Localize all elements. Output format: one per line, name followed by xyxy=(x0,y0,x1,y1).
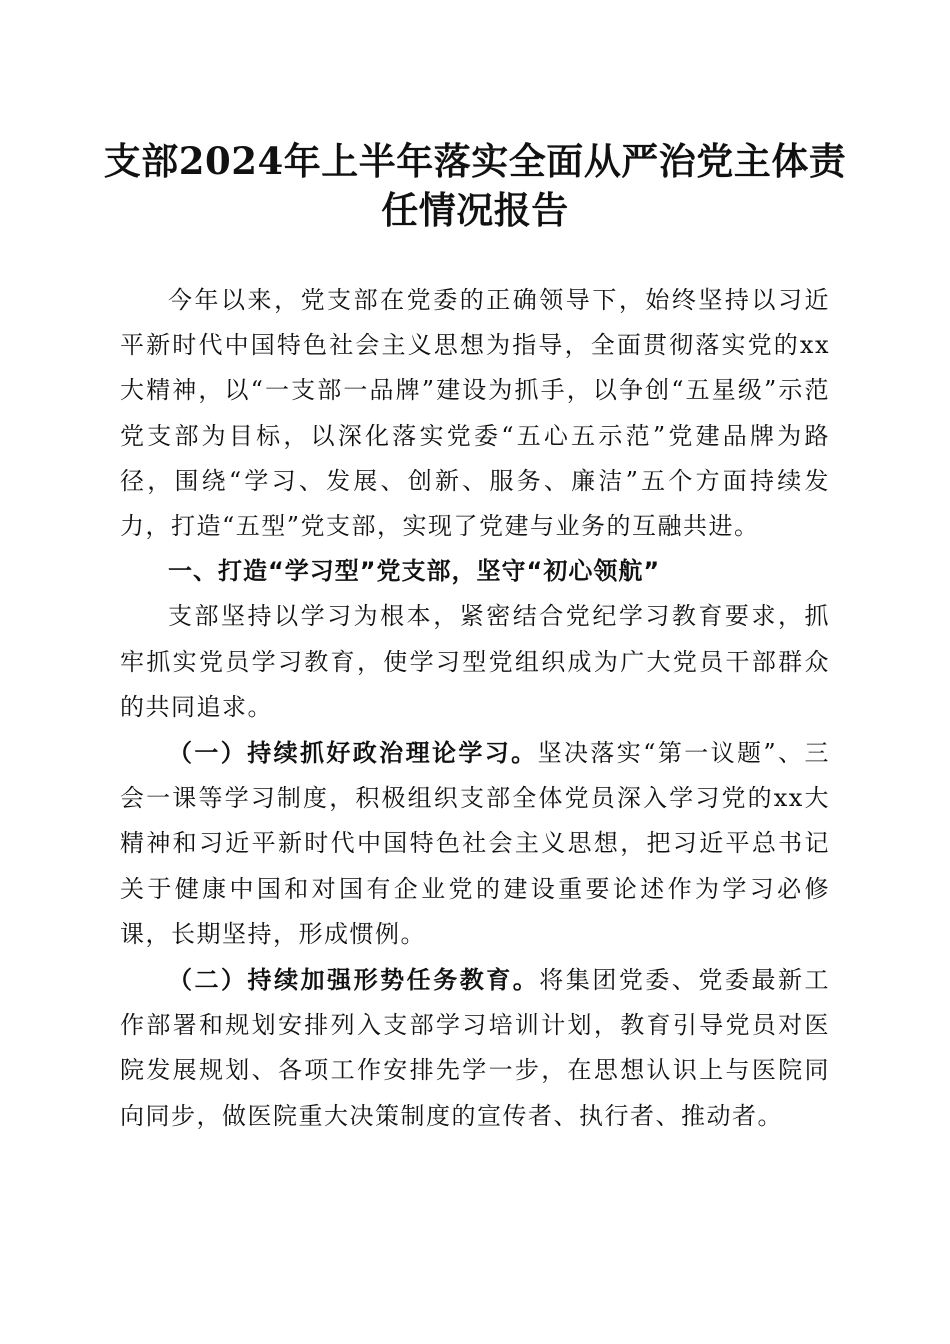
section-1-heading: 一、打造“学习型”党支部，坚守“初心领航” xyxy=(168,557,661,586)
section-1-intro-paragraph: 支部坚持以学习为根本，紧密结合党纪学习教育要求，抓牢抓实党员学习教育，使学习型党组织成为广大党员干部群众的共同追求。 xyxy=(120,602,830,721)
section-1-item-2 xyxy=(120,957,830,1139)
document-body xyxy=(120,278,830,1139)
intro-paragraph: 今年以来，党支部在党委的正确领导下，始终坚持以习近平新时代中国特色社会主义思想为指导，全面贯彻落实党的xx大精神，以“一支部一品牌”建设为抓手，以争创“五星级”示范党支部为目标，以深化落实党委“五心五示范”党建品牌为路径，围绕“学习、发展、创新、服务、廉洁”五个方面持续发力，打造“五型”党支部，实现了党建与业务的互融共进。 xyxy=(120,286,830,541)
section-1-item-1-text: 坚决落实“第一议题”、三会一课等学习制度，积极组织支部全体党员深入学习党的xx大精神和习近平新时代中国特色社会主义思想，把习近平总书记关于健康中国和对国有企业党的建设重要论述作为学习必修课，长期坚持，形成惯例。 xyxy=(120,739,830,948)
section-1-item-2-text: 将集团党委、党委最新工作部署和规划安排列入支部学习培训计划，教育引导党员对医院发展规划、各项工作安排先学一步，在思想认识上与医院同向同步，做医院重大决策制度的宣传者、执行者、推动者。 xyxy=(120,966,831,1130)
document-title-line-2: 任情况报告 xyxy=(381,188,569,232)
section-1-item-2-title: （二）持续加强形势任务教育。 xyxy=(168,965,540,995)
document-title-line-1: 支部2024年上半年落实全面从严治党主体责 xyxy=(103,139,847,183)
section-1-item-1 xyxy=(120,730,830,957)
section-1-item-1-title: （一）持续抓好政治理论学习。 xyxy=(168,738,538,768)
